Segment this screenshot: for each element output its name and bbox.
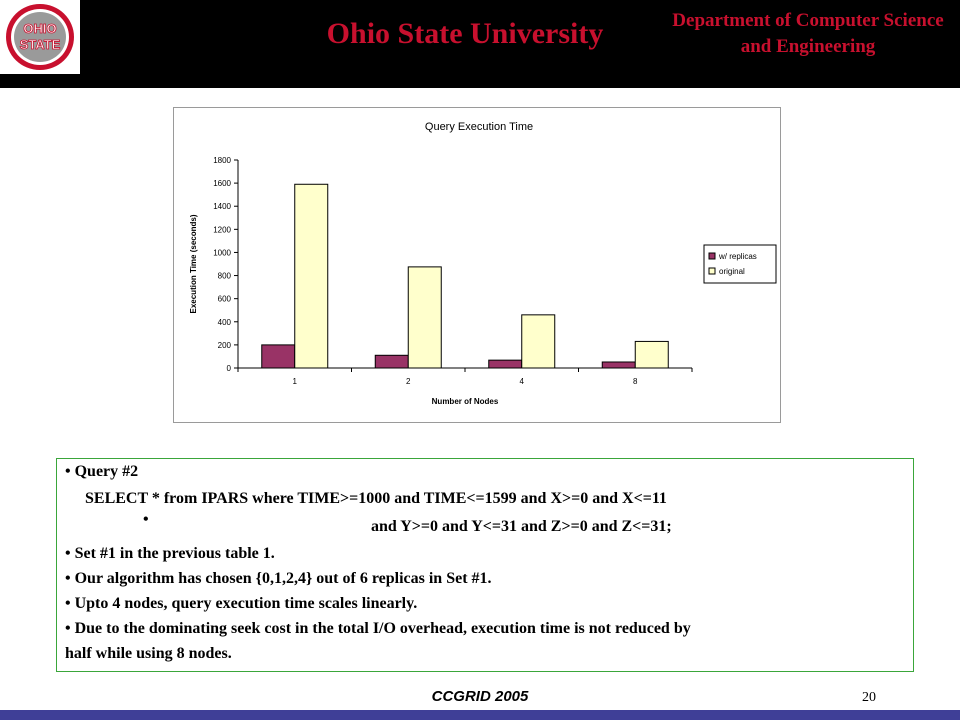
bullet-algorithm: • Our algorithm has chosen {0,1,2,4} out of 6 replicas in Set #1. bbox=[65, 570, 492, 587]
bottom-bar bbox=[0, 710, 960, 720]
x-tick-label: 8 bbox=[633, 377, 638, 386]
y-tick-label: 400 bbox=[217, 317, 231, 327]
bar-w-replicas-8 bbox=[602, 362, 635, 368]
query-sql-line2: and Y>=0 and Y<=31 and Z>=0 and Z<=31; bbox=[371, 518, 672, 535]
bar-original-8 bbox=[635, 341, 668, 368]
legend-label: original bbox=[719, 267, 745, 276]
x-tick-label: 4 bbox=[519, 377, 524, 386]
y-tick-label: 1600 bbox=[213, 179, 231, 189]
ohio-state-logo bbox=[0, 0, 80, 74]
bullet-set1: • Set #1 in the previous table 1. bbox=[65, 545, 275, 562]
bullet-seek-cost: • Due to the dominating seek cost in the total I/O overhead, execution time is not reduced by bbox=[65, 620, 691, 637]
query-heading: • Query #2 bbox=[65, 463, 139, 480]
y-axis-label: Execution Time (seconds) bbox=[189, 214, 198, 314]
x-axis-label: Number of Nodes bbox=[431, 397, 499, 406]
legend-box bbox=[704, 245, 776, 283]
bar-w-replicas-2 bbox=[375, 355, 408, 368]
y-tick-label: 1400 bbox=[213, 202, 231, 212]
bar-w-replicas-4 bbox=[489, 360, 522, 368]
bar-original-2 bbox=[408, 267, 441, 368]
chart-title: Query Execution Time bbox=[424, 121, 534, 133]
department-title: Department of Computer Science and Engineering bbox=[672, 10, 944, 57]
legend-label: w/ replicas bbox=[719, 252, 757, 261]
y-tick-label: 1800 bbox=[213, 156, 231, 165]
svg-text:OHIO: OHIO bbox=[23, 21, 57, 36]
bullet-scaling: • Upto 4 nodes, query execution time scales linearly. bbox=[65, 595, 418, 612]
query-description-box bbox=[56, 458, 914, 672]
query-sql-line1: SELECT * from IPARS where TIME>=1000 and TIME<=1599 and X>=0 and X<=11 bbox=[85, 490, 667, 507]
bar-original-1 bbox=[295, 184, 328, 368]
legend-swatch bbox=[709, 268, 715, 274]
x-tick-label: 1 bbox=[292, 377, 297, 386]
svg-text:STATE: STATE bbox=[19, 37, 61, 52]
header-bar bbox=[0, 0, 960, 88]
bar-w-replicas-1 bbox=[262, 345, 295, 368]
university-title: Ohio State University bbox=[326, 17, 604, 50]
y-tick-label: 200 bbox=[217, 340, 231, 350]
bullet-seek-cost-cont: half while using 8 nodes. bbox=[65, 645, 232, 662]
y-tick-label: 600 bbox=[217, 294, 231, 304]
y-tick-label: 1200 bbox=[213, 225, 231, 235]
y-tick-label: 1000 bbox=[213, 248, 231, 258]
legend-swatch bbox=[709, 253, 715, 259]
y-tick-label: 0 bbox=[226, 364, 231, 373]
bullet-marker: • bbox=[143, 511, 149, 528]
conference-label: CCGRID 2005 bbox=[431, 688, 529, 705]
query-execution-time-chart bbox=[174, 108, 780, 422]
page-number: 20 bbox=[862, 690, 876, 705]
y-tick-label: 800 bbox=[217, 271, 231, 281]
x-tick-label: 2 bbox=[406, 377, 411, 386]
chart-container bbox=[173, 107, 781, 423]
bar-original-4 bbox=[522, 315, 555, 368]
